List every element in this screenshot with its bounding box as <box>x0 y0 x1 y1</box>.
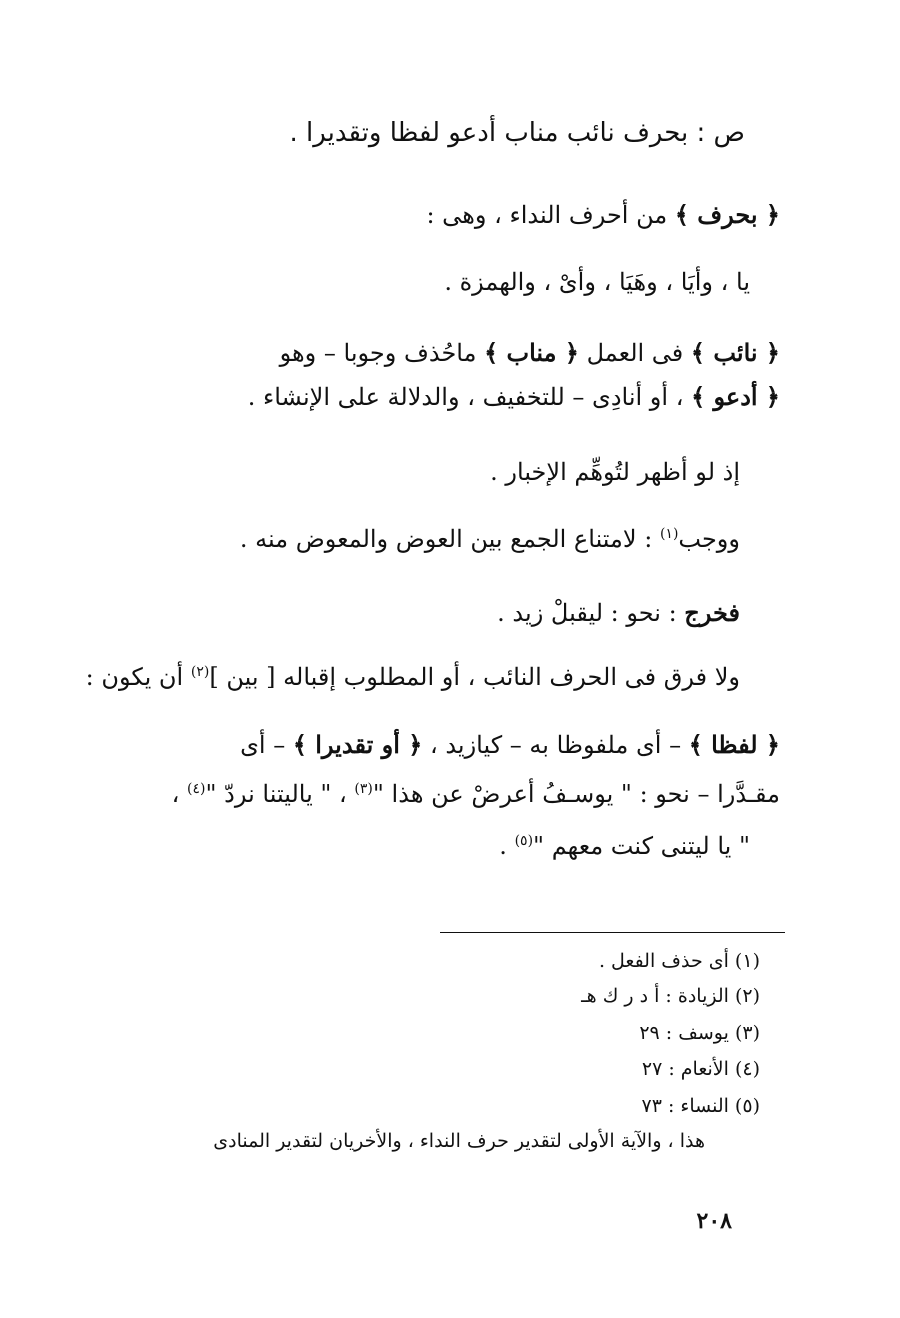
footnote: (٣) يوسف : ٢٩ <box>639 1022 760 1044</box>
page-number: ٢٠٨ <box>696 1208 732 1234</box>
text-span: ماحُذف وجوبا – وهو <box>279 339 485 367</box>
text-span: ، <box>171 780 188 808</box>
text-line: يا ، وأيَا ، وهَيَا ، وأىْ ، والهمزة . <box>444 268 750 296</box>
footnote-ref: (٥) <box>514 833 534 849</box>
footnote-ref: (٤) <box>187 781 206 797</box>
text-span: – أى <box>240 731 293 759</box>
text-line <box>86 663 740 691</box>
bold-term: فخرج <box>684 598 740 627</box>
footnote: (٤) الأنعام : ٢٧ <box>641 1058 760 1080</box>
text-span: ، أو أنادِى – للتخفيف ، والدلالة على الإنشاء . <box>247 383 692 411</box>
text-span: أن يكون : <box>85 663 191 691</box>
text-span: ، " ياليتنا نردّ " <box>205 780 355 808</box>
bold-term: ﴿ أدعو ﴾ <box>691 382 780 411</box>
text-span: ولا فرق فى الحرف النائب ، أو المطلوب إقباله [ بين ] <box>209 663 740 691</box>
text-line <box>240 525 740 553</box>
footnote-ref: (١) <box>659 526 679 542</box>
text-line <box>248 382 780 411</box>
text-span: : نحو : ليقبلْ زيد . <box>497 599 685 627</box>
bold-term: ﴿ بحرف ﴾ <box>674 200 780 229</box>
text-span: ووجب <box>678 525 740 553</box>
text-span: فى العمل <box>578 339 691 367</box>
text-line <box>497 598 740 627</box>
bold-term: ﴿ لفظا ﴾ <box>688 730 780 759</box>
footnote: (٥) النساء : ٧٣ <box>641 1095 760 1117</box>
footnote-ref: (٢) <box>190 664 210 680</box>
text-line <box>280 338 780 367</box>
bold-term: ﴿ أو تقديرا ﴾ <box>292 730 423 759</box>
text-line <box>240 730 780 759</box>
text-line <box>499 832 750 860</box>
footnote: (٢) الزيادة : أ د ر ك هـ <box>581 985 760 1007</box>
text-span: – أى ملفوظا به – كيازيد ، <box>422 731 689 759</box>
text-line <box>172 780 780 808</box>
text-span: " يا ليتنى كنت معهم " <box>533 832 750 860</box>
bold-term: ﴿ نائب ﴾ <box>690 338 780 367</box>
text-span: من أحرف النداء ، وهى : <box>426 201 675 229</box>
text-line <box>426 200 780 229</box>
text-span: . <box>499 832 515 860</box>
text-span: : لامتناع الجمع بين العوض والمعوض منه . <box>239 525 660 553</box>
footnote-note: هذا ، والآية الأولى لتقدير حرف النداء ، والأخريان لتقدير المنادى <box>213 1130 705 1152</box>
text-line: ص : بحرف نائب مناب أدعو لفظا وتقديرا . <box>289 118 745 148</box>
footnote: (١) أى حذف الفعل . <box>598 950 760 972</box>
text-span: مقـدَّرا – نحو : " يوسـفُ أعرضْ عن هذا " <box>372 780 780 808</box>
bold-term: ﴿ مناب ﴾ <box>484 338 579 367</box>
footnote-divider <box>440 932 785 933</box>
text-line: إذ لو أظهر لتُوهِّم الإخبار . <box>490 458 740 486</box>
footnote-ref: (٣) <box>354 781 373 797</box>
